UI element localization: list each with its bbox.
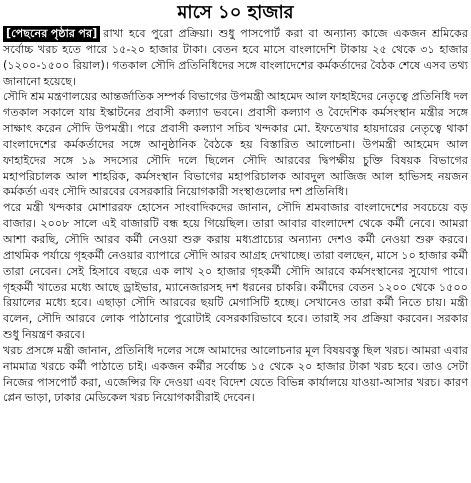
paragraph-1 <box>3 26 468 89</box>
paragraph-2: সৌদি শ্রম মন্ত্রণালয়ের আন্তর্জাতিক সম্পর্ক বিভাগের উপমন্ত্রী আহমেদ আল ফাহাইদের নেতৃত্বে প্রতিনিধি দল গতকাল সকালে যায় ইস্কাটনের প্রবাসী কল্যাণ ভবনে। প্রবাসী কল্যাণ ও বৈদেশিক কর্মসংস্থান মন্ত্রীর সঙ্গে সাক্ষাৎ করেন সৌদি উপমন্ত্রী। পরে প্রবাসী কল্যাণ সচিব খন্দকার মো. ইফতেখার হায়দারের নেতৃত্বে থাকা বাংলাদেশের কর্মকর্তাদের সঙ্গে আনুষ্ঠানিক বৈঠকে হয় বিস্তারিত আলোচনা। উপমন্ত্রী আহমেদ আল ফাহাইদের সঙ্গে ১৯ সদস্যের সৌদি দলে ছিলেন সৌদি আরবের দ্বিপক্ষীয় চুক্তি বিষয়ক বিভাগের মহাপরিচালক আল শাহরিক, কর্মসংস্থান বিভাগের মহাপরিচালক আবদুল আজিজ আল হাভিসহ নয়জন কর্মকর্তা এবং সৌদি আরবের বেসরকারি নিয়োগকারী সংস্থাগুলোর দশ প্রতিনিধি। <box>3 90 468 199</box>
headline-container <box>3 0 468 26</box>
article-body <box>3 26 468 406</box>
continued-from-label: [পেছনের পৃষ্ঠার পর] <box>3 26 100 42</box>
paragraph-4: খরচ প্রসঙ্গে মন্ত্রী জানান, প্রতিনিধি দলের সঙ্গে আমাদের আলোচনার মূল বিষয়বস্তু ছিল খরচ। আমরা এবার নামমাত্র খরচে কর্মী পাঠাতে চাই। একজন কর্মীর সর্বোচ্চ ১৫ থেকে ২০ হাজার টাকা খরচ হবে। তাও সেটা নিজের পাসপোর্ট করা, এজেন্সির ফি দেওয়া এবং বিদেশ যেতে বিভিন্ন কার্যালয়ে যাওয়া-আসার খরচ। কারণ প্লেন ভাড়া, ঢাকার মেডিকেল খরচ নিয়োগকারীরাই দেবেন। <box>3 343 468 405</box>
headline: মাসে ১০ হাজার <box>177 2 294 23</box>
paragraph-3: পরে মন্ত্রী খন্দকার মোশাররফ হোসেন সাংবাদিকদের জানান, সৌদি শ্রমবাজার বাংলাদেশের সবচেয়ে বড় বাজার। ২০০৮ সালে এই বাজারটি বন্ধ হয়ে গিয়েছিল। তারা আবার বাংলাদেশ থেকে কর্মী নেবে। আমরা আশা করছি, সৌদি আরব কর্মী নেওয়া শুরু করায় মধ্যপ্রাচ্যের অন্যান্য দেশও কর্মী নেওয়া শুরু করবে। প্রাথমিক পর্যায়ে গৃহকর্মী নেওয়ার ব্যাপারে সৌদি আরব আগ্রহ দেখাচ্ছে। তারা বলছেন, মাসে ১০ হাজার কর্মী তারা নেবেন। সেই হিসাবে বছরে এক লাখ ২০ হাজার গৃহকর্মী সৌদি আরবে কর্মসংস্থানের সুযোগ পাবে। গৃহকর্মী খাতের মধ্যে আছে ড্রাইভার, ম্যানেজারসহ দশ ধরনের চাকরি। কর্মীদের বেতন ১২০০ থেকে ১৫০০ রিয়ালের মধ্যে হবে। এছাড়া সৌদি আরবের ছয়টি মেগাসিটি হচ্ছে। সেখানেও তারা কর্মী নিতে চায়। মন্ত্রী বলেন, সৌদি আরবে লোক পাঠানোর পুরোটাই বেসরকারিভাবে হবে। তারাই সব প্রক্রিয়া করবেন। সরকার শুধু নিয়ন্ত্রণ করবে। <box>3 201 468 342</box>
paragraph-1-text: রাখা হবে পুরো প্রক্রিয়া। শুধু পাসপোর্ট করা বা অন্যান্য কাজে একজন শ্রমিকের সর্বোচ্চ খরচ হতে পারে ১৫-২০ হাজার টাকা। বেতন হবে মাসে বাংলাদেশি টাকায় ২৫ থেকে ৩১ হাজার (১২০০-১৫০০ রিয়াল)। গতকাল সৌদি প্রতিনিধিদের সঙ্গে বাংলাদেশের কর্মকর্তাদের বৈঠক শেষে এসব তথ্য জানানো হয়েছে। <box>3 27 468 88</box>
